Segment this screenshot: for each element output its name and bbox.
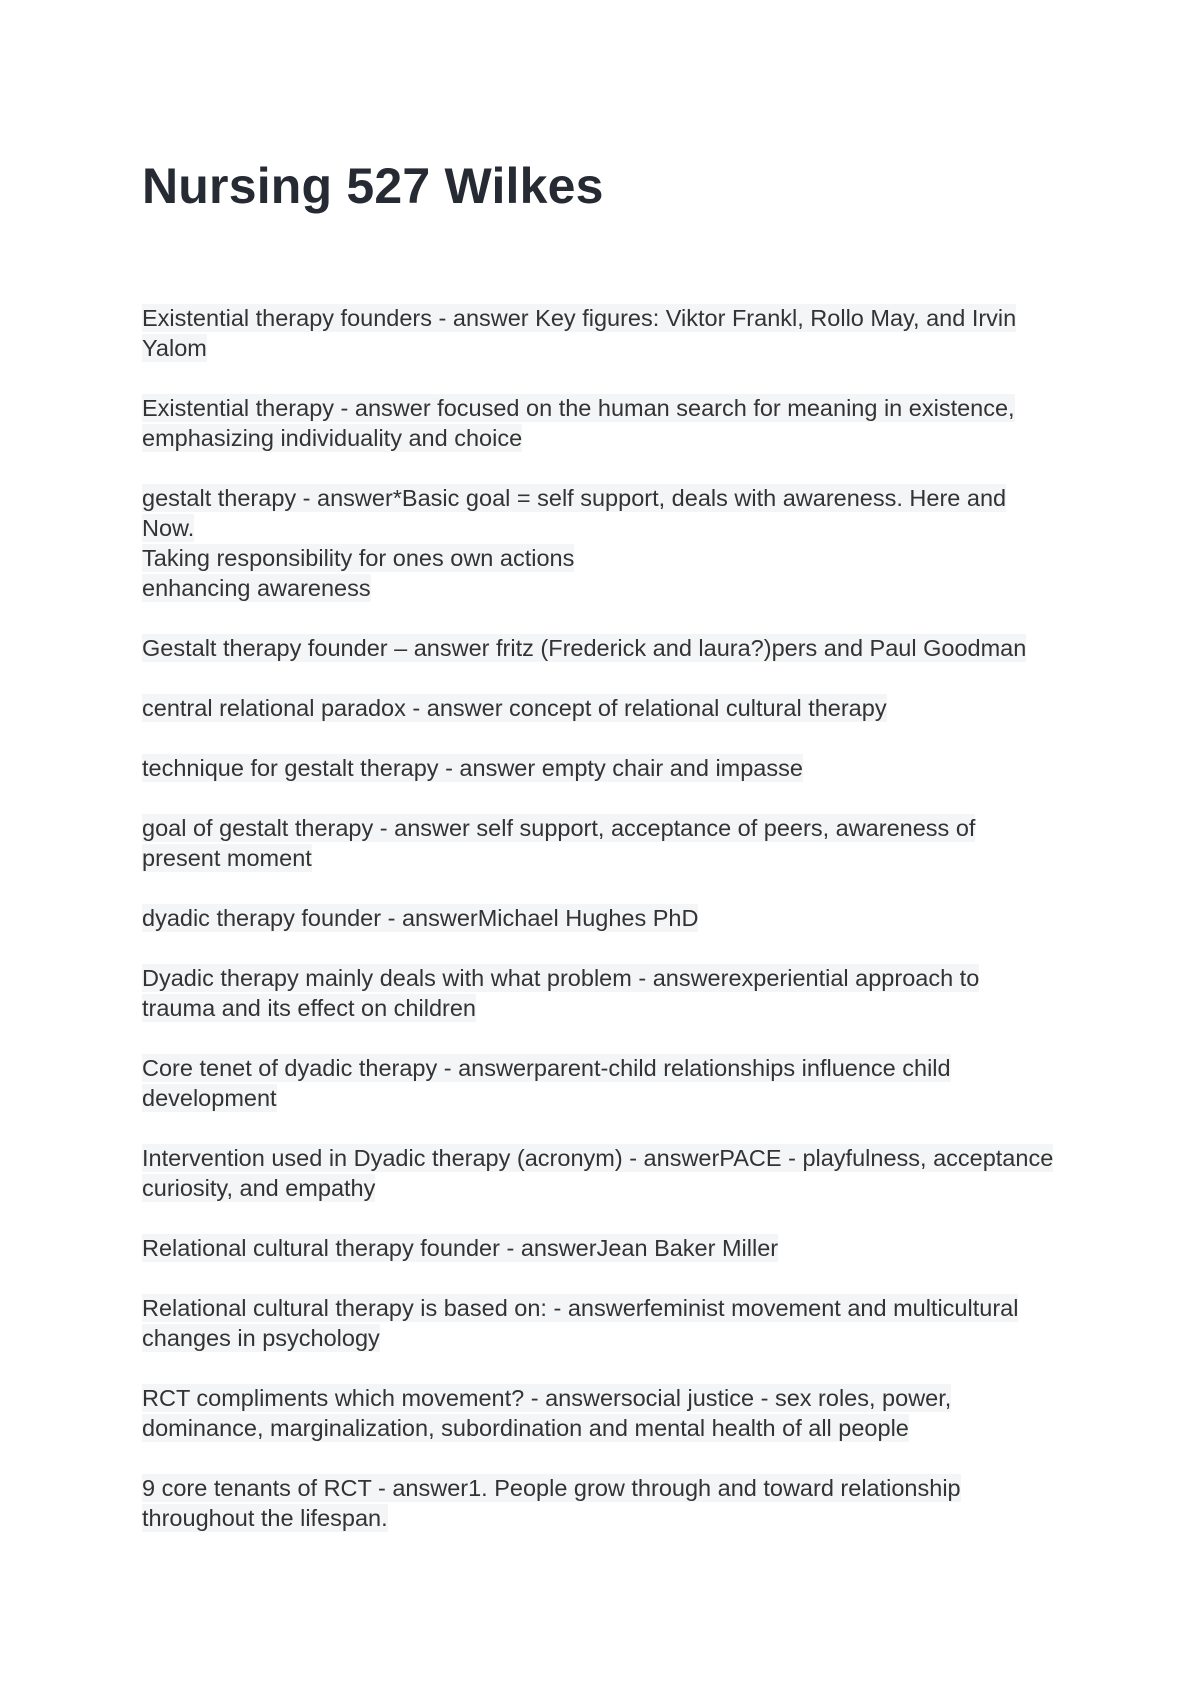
qa-entry-text: curiosity, and empathy: [142, 1175, 376, 1201]
qa-entry-text: enhancing awareness: [142, 575, 371, 601]
qa-entry-text: Existential therapy - answer focused on the human search for meaning in existence,: [142, 395, 1015, 421]
qa-entry-line: [142, 333, 1062, 363]
qa-entry: [142, 483, 1062, 603]
qa-entry-line: [142, 1413, 1062, 1443]
qa-entry-text: goal of gestalt therapy - answer self support, acceptance of peers, awareness of: [142, 815, 976, 841]
qa-entry-text: Relational cultural therapy founder - answerJean Baker Miller: [142, 1235, 779, 1261]
qa-entry-text: trauma and its effect on children: [142, 995, 476, 1021]
qa-entry-line: [142, 1173, 1062, 1203]
qa-entry-text: Intervention used in Dyadic therapy (acronym) - answerPACE - playfulness, acceptance: [142, 1145, 1054, 1171]
qa-entry-line: [142, 633, 1062, 663]
qa-entry-text: Existential therapy founders - answer Key figures: Viktor Frankl, Rollo May, and Irvin: [142, 305, 1017, 331]
qa-entry: [142, 1293, 1062, 1353]
qa-entry-line: [142, 693, 1062, 723]
qa-entry: [142, 753, 1062, 783]
qa-entry: [142, 1473, 1062, 1533]
qa-entry: [142, 693, 1062, 723]
qa-entry-text: Now.: [142, 515, 195, 541]
qa-entry-text: emphasizing individuality and choice: [142, 425, 523, 451]
qa-entry: [142, 1233, 1062, 1263]
qa-entry-line: [142, 573, 1062, 603]
qa-entry-line: [142, 483, 1062, 513]
qa-entry-text: gestalt therapy - answer*Basic goal = self support, deals with awareness. Here and: [142, 485, 1007, 511]
qa-list: [142, 303, 1062, 1533]
qa-entry-text: throughout the lifespan.: [142, 1505, 388, 1531]
qa-entry-line: [142, 1503, 1062, 1533]
qa-entry-line: [142, 543, 1062, 573]
qa-entry-text: Gestalt therapy founder – answer fritz (Frederick and laura?)pers and Paul Goodman: [142, 635, 1027, 661]
qa-entry-text: present moment: [142, 845, 312, 871]
qa-entry-text: changes in psychology: [142, 1325, 380, 1351]
qa-entry-text: 9 core tenants of RCT - answer1. People grow through and toward relationship: [142, 1475, 961, 1501]
qa-entry-text: dyadic therapy founder - answerMichael Hughes PhD: [142, 905, 699, 931]
qa-entry: [142, 303, 1062, 363]
qa-entry-line: [142, 1053, 1062, 1083]
qa-entry-line: [142, 393, 1062, 423]
qa-entry-line: [142, 813, 1062, 843]
qa-entry-line: [142, 963, 1062, 993]
qa-entry: [142, 393, 1062, 453]
qa-entry-text: Core tenet of dyadic therapy - answerparent-child relationships influence child: [142, 1055, 951, 1081]
qa-entry-text: Yalom: [142, 335, 207, 361]
qa-entry-line: [142, 303, 1062, 333]
qa-entry: [142, 903, 1062, 933]
qa-entry-text: dominance, marginalization, subordination and mental health of all people: [142, 1415, 909, 1441]
qa-entry-text: Dyadic therapy mainly deals with what problem - answerexperiential approach to: [142, 965, 980, 991]
qa-entry-line: [142, 1323, 1062, 1353]
qa-entry-line: [142, 423, 1062, 453]
qa-entry-line: [142, 1473, 1062, 1503]
qa-entry-line: [142, 1293, 1062, 1323]
qa-entry-line: [142, 1233, 1062, 1263]
qa-entry-text: central relational paradox - answer concept of relational cultural therapy: [142, 695, 887, 721]
qa-entry-line: [142, 1383, 1062, 1413]
qa-entry: [142, 633, 1062, 663]
qa-entry-text: RCT compliments which movement? - answersocial justice - sex roles, power,: [142, 1385, 952, 1411]
qa-entry-line: [142, 843, 1062, 873]
qa-entry-text: Relational cultural therapy is based on: - answerfeminist movement and multicultural: [142, 1295, 1019, 1321]
qa-entry-text: technique for gestalt therapy - answer empty chair and impasse: [142, 755, 803, 781]
qa-entry: [142, 1053, 1062, 1113]
page-title: Nursing 527 Wilkes: [142, 158, 604, 214]
qa-entry: [142, 1143, 1062, 1203]
qa-entry-line: [142, 1083, 1062, 1113]
qa-entry-line: [142, 753, 1062, 783]
qa-entry-line: [142, 993, 1062, 1023]
qa-entry: [142, 963, 1062, 1023]
qa-entry-text: Taking responsibility for ones own actions: [142, 545, 575, 571]
qa-entry: [142, 1383, 1062, 1443]
qa-entry: [142, 813, 1062, 873]
qa-entry-line: [142, 903, 1062, 933]
document-page: [142, 0, 1062, 1563]
qa-entry-text: development: [142, 1085, 277, 1111]
qa-entry-line: [142, 1143, 1062, 1173]
qa-entry-line: [142, 513, 1062, 543]
